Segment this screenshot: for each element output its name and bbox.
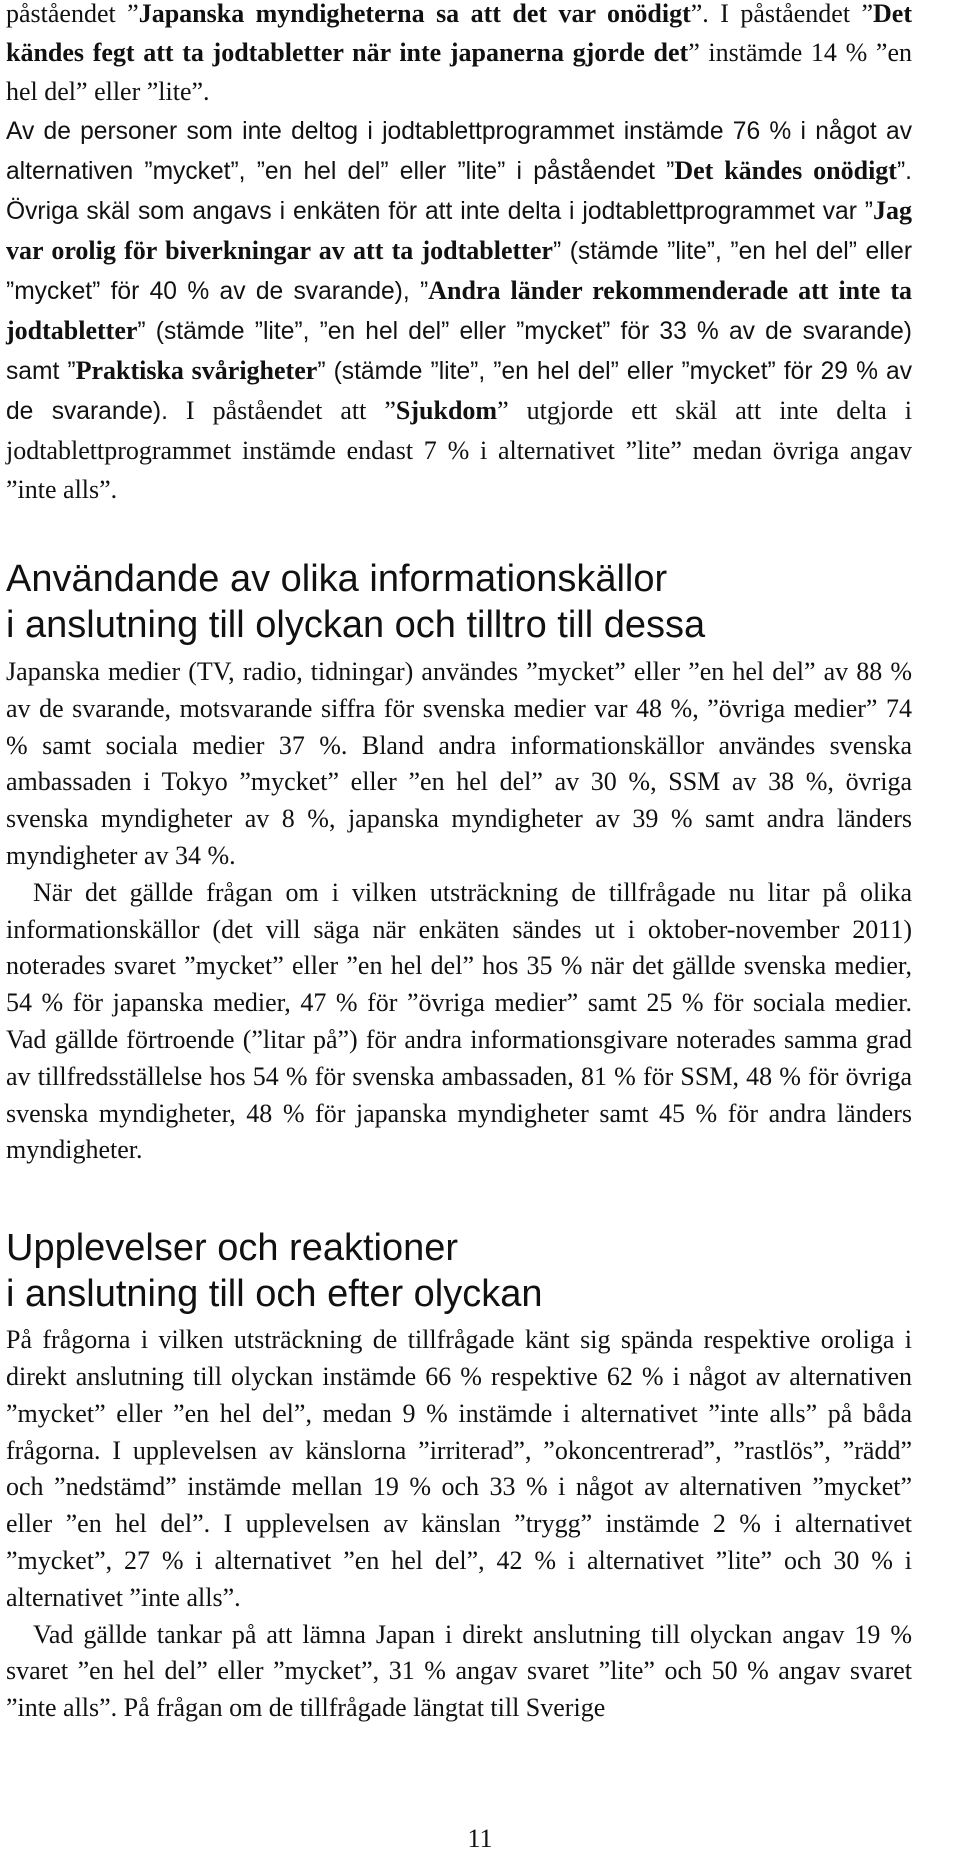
- text-run: ” (stämde ”lite”, ”en hel del” eller ”mycket” för 29 % av de svarande).: [6, 358, 913, 425]
- paragraph-feelings: På frågorna i vilken utsträckning de tillfrågade känt sig spända respektive oroliga i direkt anslutning till olyckan instämde 66 % respektive 62 % i något av alternativen ”mycket” eller ”en hel del”, medan 9 % instämde i alternativet ”inte alls” på båda frågorna. I upplevelsen av känslorna ”irriterad”, ”okoncentrerad”, ”rastlös”, ”rädd” och ”nedstämd” instämde mellan 19 % och 33 % i något av alternativen ”mycket” eller ”en hel del”. I upplevelsen av känslan ”trygg” instämde 2 % i alternativet ”mycket”, 27 % i alternativet ”en hel del”, 42 % i alternativet ”lite” och 30 % i alternativet ”inte alls”.: [6, 1325, 912, 1612]
- paragraph-non-participants: [6, 111, 912, 509]
- heading-line: i anslutning till och efter olyckan: [6, 1273, 543, 1316]
- text-run: ” utgjorde ett skäl att inte delta i jodtablettprogrammet instämde endast 7 % i alternativet ”lite” medan övriga angav ”inte alls”.: [6, 396, 912, 504]
- text-run: ” (stämde ”lite”, ”en hel del” eller ”mycket” för 40 % av de svarande), ”: [6, 238, 913, 305]
- heading-line: i anslutning till olyckan och tilltro till dessa: [6, 604, 706, 646]
- heading-line: Användande av olika informationskällor: [6, 558, 668, 600]
- bold-statement: Andra länder rekommenderade att inte ta jodtabletter: [6, 276, 912, 345]
- text-run: påståendet ”: [6, 0, 139, 28]
- bold-statement: Det kändes onödigt: [674, 156, 897, 185]
- bold-statement: Det kändes fegt att ta jodtabletter när inte japanerna gjorde det: [6, 0, 913, 67]
- bold-statement: Jag var orolig för biverkningar av att ta jodtabletter: [6, 196, 912, 265]
- text-run: ”. I påståendet ”: [690, 0, 874, 28]
- section-heading-information-sources: [6, 556, 912, 648]
- document-page: [6, 0, 912, 1727]
- bold-statement: Japanska myndigheterna sa att det var onödigt: [138, 0, 691, 28]
- heading-line: Upplevelser och reaktioner: [6, 1227, 459, 1270]
- text-run: ” instämde 14 % ”en hel del” eller ”lite”.: [6, 38, 912, 106]
- bold-statement: Sjukdom: [395, 396, 498, 425]
- text-run: Av de personer som inte deltog i jodtablettprogrammet instämde 76 % i något av alternativen ”mycket”, ”en hel del” eller ”lite” i påståendet ”: [6, 118, 912, 185]
- bold-statement: Praktiska svårigheter: [75, 356, 318, 385]
- paragraph-media-usage: Japanska medier (TV, radio, tidningar) användes ”mycket” eller ”en hel del” av 88 % av de svarande, motsvarande siffra för svenska medier var 48 %, ”övriga medier” 74 % samt sociala medier 37 %. Bland andra informationskällor användes svenska ambassaden i Tokyo ”mycket” eller ”en hel del” av 30 %, SSM av 38 %, övriga svenska myndigheter av 8 %, japanska myndigheter av 39 % samt andra länders myndigheter av 34 %.: [6, 657, 912, 870]
- text-run: I påståendet att ”: [167, 396, 396, 425]
- paragraph-leaving-japan: Vad gällde tankar på att lämna Japan i direkt anslutning till olyckan angav 19 % svaret ”en hel del” eller ”mycket”, 31 % angav svaret ”lite” och 50 % angav svaret ”inte alls”. På frågan om de tillfrågade längtat till Sverige: [6, 1619, 912, 1723]
- paragraph-survey-statements: [6, 0, 912, 111]
- text-run: ”. Övriga skäl som angavs i enkäten för att inte delta i jodtablettprogrammet var ”: [6, 158, 912, 225]
- page-number: 11: [467, 1824, 493, 1853]
- section-heading-experiences-reactions: [6, 1225, 912, 1317]
- paragraph-trust-in-sources: När det gällde frågan om i vilken utsträckning de tillfrågade nu litar på olika informationskällor (det vill säga när enkäten sändes ut i oktober-november 2011) noterades svaret ”mycket” eller ”en hel del” hos 35 % när det gällde svenska medier, 54 % för japanska medier, 47 % för ”övriga medier” samt 25 % för sociala medier. Vad gällde förtroende (”litar på”) för andra informationsgivare noterades samma grad av tillfredsställelse hos 54 % för svenska ambassaden, 81 % för SSM, 48 % för övriga svenska myndigheter, 48 % för japanska myndigheter samt 45 % för andra länders myndigheter.: [6, 877, 912, 1165]
- text-run: ” (stämde ”lite”, ”en hel del” eller ”mycket” för 33 % av de svarande) samt ”: [6, 318, 912, 385]
